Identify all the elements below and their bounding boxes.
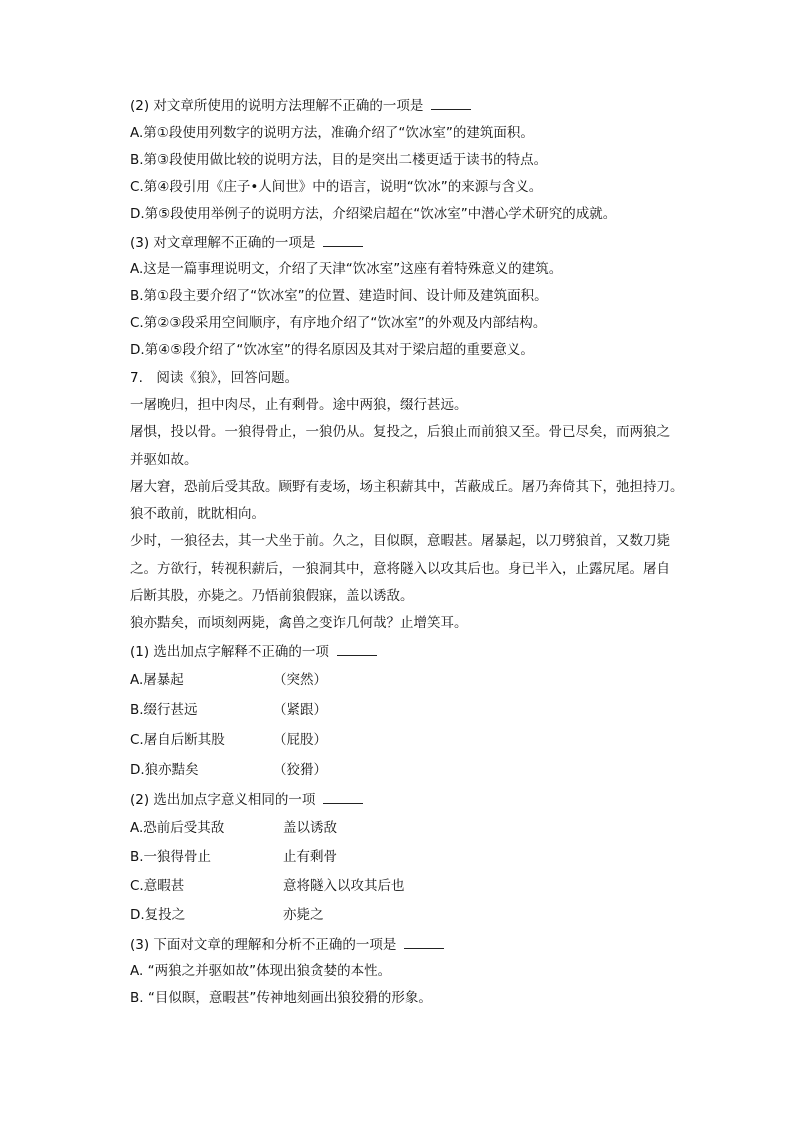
sub-1-option-d: D.狼亦黠矣 （狡猾） — [130, 762, 327, 778]
question-3-option-a: A.这是一篇事理说明文，介绍了天津“饮冰室”这座有着特殊意义的建筑。 — [130, 261, 563, 277]
passage-line: 屠惧，投以骨。一狼得骨止，一狼仍从。复投之，后狼止而前狼又至。骨已尽矣，而两狼之 — [130, 424, 670, 440]
question-3-option-d: D.第④⑤段介绍了“饮冰室”的得名原因及其对于梁启超的重要意义。 — [130, 342, 534, 358]
question-3-stem: (3) 对文章理解不正确的一项是 — [130, 233, 363, 252]
passage-line: 之。方欲行，转视积薪后，一狼洞其中，意将隧入以攻其后也。身已半入，止露尻尾。屠自 — [130, 561, 670, 577]
question-3-option-b: B.第①段主要介绍了“饮冰室”的位置、建造时间、设计师及建筑面积。 — [130, 288, 548, 304]
answer-blank[interactable] — [323, 790, 363, 804]
passage-line: 狼不敢前，眈眈相向。 — [130, 506, 265, 522]
sub-1-option-a: A.屠暴起 （突然） — [130, 672, 327, 688]
sub-2-option-d: D.复投之 亦毙之 — [130, 907, 324, 923]
answer-blank[interactable] — [337, 642, 377, 656]
sub-2-option-c: C.意暇甚 意将隧入以攻其后也 — [130, 878, 405, 894]
sub-3-option-a: A. “两狼之并驱如故”体现出狼贪婪的本性。 — [130, 963, 392, 979]
question-2-option-c: C.第④段引用《庄子•人间世》中的语言，说明“饮冰”的来源与含义。 — [130, 179, 543, 195]
sub-1-option-b: B.缀行甚远 （紧跟） — [130, 702, 327, 718]
passage-line: 狼亦黠矣，而顷刻两毙，禽兽之变诈几何哉？止增笑耳。 — [130, 615, 468, 631]
passage-line: 并驱如故。 — [130, 452, 198, 468]
passage-line: 少时，一狼径去，其一犬坐于前。久之，目似瞑，意暇甚。屠暴起，以刀劈狼首，又数刀毙 — [130, 533, 670, 549]
answer-blank[interactable] — [431, 96, 471, 110]
passage-line: 后断其股，亦毙之。乃悟前狼假寐，盖以诱敌。 — [130, 588, 414, 604]
question-3-option-c: C.第②③段采用空间顺序，有序地介绍了“饮冰室”的外观及内部结构。 — [130, 315, 547, 331]
sub-2-option-a: A.恐前后受其敌 盖以诱敌 — [130, 820, 337, 836]
answer-blank[interactable] — [404, 935, 444, 949]
question-2-option-b: B.第③段使用做比较的说明方法，目的是突出二楼更适于读书的特点。 — [130, 152, 548, 168]
question-7-heading: 7. 阅读《狼》，回答问题。 — [130, 370, 299, 386]
sub-question-1-stem: (1) 选出加点字解释不正确的一项 — [130, 642, 377, 661]
question-2-option-a: A.第①段使用列数字的说明方法，准确介绍了“饮冰室”的建筑面积。 — [130, 125, 534, 141]
passage-line: 屠大窘，恐前后受其敌。顾野有麦场，场主积薪其中，苫蔽成丘。屠乃奔倚其下，弛担持刀。 — [130, 479, 684, 495]
sub-3-option-b: B. “目似瞑，意暇甚”传神地刻画出狼狡猾的形象。 — [130, 990, 432, 1006]
question-2-stem: (2) 对文章所使用的说明方法理解不正确的一项是 — [130, 96, 471, 115]
answer-blank[interactable] — [323, 233, 363, 247]
question-2-option-d: D.第⑤段使用举例子的说明方法，介绍梁启超在“饮冰室”中潜心学术研究的成就。 — [130, 206, 617, 222]
sub-2-option-b: B.一狼得骨止 止有剩骨 — [130, 849, 337, 865]
sub-question-3-stem: (3) 下面对文章的理解和分析不正确的一项是 — [130, 935, 444, 954]
sub-1-option-c: C.屠自后断其股 （屁股） — [130, 732, 327, 748]
sub-question-2-stem: (2) 选出加点字意义相同的一项 — [130, 790, 363, 809]
passage-line: 一屠晚归，担中肉尽，止有剩骨。途中两狼，缀行甚远。 — [130, 397, 468, 413]
